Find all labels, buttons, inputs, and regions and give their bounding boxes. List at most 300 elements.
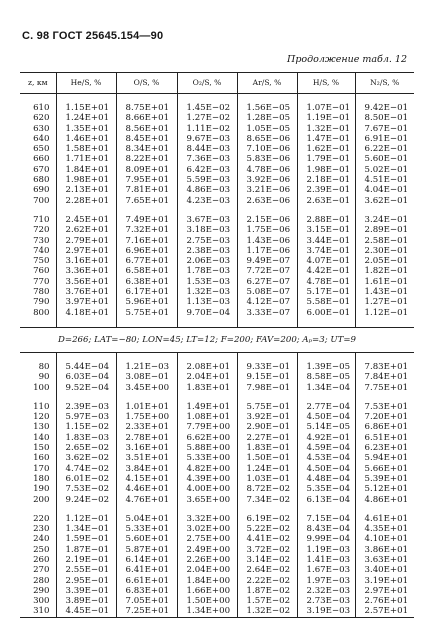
value-cell: 4.50E−04 xyxy=(297,464,355,474)
value-cell: 3.45E+00 xyxy=(116,383,177,393)
table-row xyxy=(20,113,414,123)
table-row xyxy=(20,524,414,534)
value-cell: 4.39E+00 xyxy=(177,474,237,484)
value-cell: 9.42E−01 xyxy=(355,103,414,113)
value-cell: 5.60E−01 xyxy=(355,154,414,164)
table-row xyxy=(20,514,414,524)
altitude-cell: 120 xyxy=(33,412,50,423)
value-cell: 1.97E−03 xyxy=(297,576,355,586)
spacer-cell xyxy=(116,352,177,362)
spacer-cell xyxy=(20,206,56,215)
value-cell: 7.72E−07 xyxy=(237,266,297,276)
value-cell: 1.59E−01 xyxy=(56,534,116,544)
value-cell: 7.05E+01 xyxy=(116,596,177,606)
value-cell: 9.67E−03 xyxy=(177,134,237,144)
value-cell: 1.61E−01 xyxy=(355,277,414,287)
value-cell: 7.98E−01 xyxy=(237,383,297,393)
value-cell: 3.63E+01 xyxy=(355,555,414,565)
value-cell: 2.76E+01 xyxy=(355,596,414,606)
spacer-cell xyxy=(20,94,56,104)
table-row xyxy=(20,433,414,443)
atmosphere-composition-table xyxy=(20,72,414,618)
spacer-cell xyxy=(20,393,56,402)
value-cell: 1.83E+01 xyxy=(177,383,237,393)
value-cell: 2.06E−03 xyxy=(177,256,237,266)
value-cell: 1.07E−01 xyxy=(297,103,355,113)
spacer-cell xyxy=(297,318,355,328)
table-row xyxy=(20,606,414,617)
value-cell: 1.84E+00 xyxy=(177,576,237,586)
value-cell: 8.09E+01 xyxy=(116,165,177,175)
value-cell: 4.78E−06 xyxy=(237,165,297,175)
spacer-cell xyxy=(56,206,116,215)
altitude-cell: 220 xyxy=(33,513,50,524)
value-cell: 3.19E−03 xyxy=(297,606,355,617)
value-cell: 6.86E+01 xyxy=(355,422,414,432)
spacer-cell xyxy=(297,94,355,104)
value-cell: 1.05E−05 xyxy=(237,124,297,134)
value-cell: 3.08E−01 xyxy=(116,372,177,382)
table-row xyxy=(20,196,414,206)
spacer-cell xyxy=(116,505,177,514)
row-spacer xyxy=(20,352,414,362)
altitude-cell: 720 xyxy=(33,225,50,236)
value-cell: 8.58E−05 xyxy=(297,372,355,382)
altitude-cell: 110 xyxy=(33,401,50,412)
value-cell: 1.87E−01 xyxy=(56,545,116,555)
value-cell: 6.17E+01 xyxy=(116,287,177,297)
value-cell: 4.10E+01 xyxy=(355,534,414,544)
value-cell: 5.04E+01 xyxy=(116,514,177,524)
value-cell: 4.00E+00 xyxy=(177,484,237,494)
value-cell: 8.22E+01 xyxy=(116,154,177,164)
value-cell: 3.74E−01 xyxy=(297,246,355,256)
value-cell: 7.34E−02 xyxy=(237,495,297,505)
value-cell: 4.12E−07 xyxy=(237,297,297,307)
value-cell: 5.87E+01 xyxy=(116,545,177,555)
altitude-cell: 640 xyxy=(33,133,50,144)
value-cell: 8.44E−03 xyxy=(177,144,237,154)
table-row xyxy=(20,484,414,494)
value-cell: 5.33E+00 xyxy=(177,453,237,463)
spacer-cell xyxy=(116,393,177,402)
value-cell: 6.62E+00 xyxy=(177,433,237,443)
spacer-cell xyxy=(297,393,355,402)
row-spacer xyxy=(20,206,414,215)
value-cell: 9.33E−01 xyxy=(237,362,297,372)
value-cell: 1.32E−02 xyxy=(237,606,297,617)
value-cell: 5.22E−02 xyxy=(237,524,297,534)
value-cell: 1.98E−01 xyxy=(297,165,355,175)
value-cell: 9.70E−04 xyxy=(177,308,237,318)
value-cell: 5.75E−01 xyxy=(237,402,297,412)
value-cell: 7.75E+01 xyxy=(355,383,414,393)
spacer-cell xyxy=(237,393,297,402)
altitude-cell: 650 xyxy=(33,144,50,155)
value-cell: 3.15E−01 xyxy=(297,225,355,235)
value-cell: 1.12E−01 xyxy=(56,514,116,524)
spacer-cell xyxy=(237,352,297,362)
table-row xyxy=(20,545,414,555)
value-cell: 7.20E+01 xyxy=(355,412,414,422)
value-cell: 1.41E−03 xyxy=(297,555,355,565)
altitude-cell: 180 xyxy=(33,473,50,484)
spacer-cell xyxy=(237,318,297,328)
value-cell: 2.30E−01 xyxy=(355,246,414,256)
value-cell: 1.01E+01 xyxy=(116,402,177,412)
table-row xyxy=(20,277,414,287)
value-cell: 2.90E−01 xyxy=(237,422,297,432)
value-cell: 5.60E+01 xyxy=(116,534,177,544)
row-spacer xyxy=(20,393,414,402)
value-cell: 1.11E−02 xyxy=(177,124,237,134)
value-cell: 6.96E+01 xyxy=(116,246,177,256)
table-row xyxy=(20,124,414,134)
value-cell: 1.75E−06 xyxy=(237,225,297,235)
table-row xyxy=(20,586,414,596)
spacer-cell xyxy=(20,318,56,328)
row-spacer xyxy=(20,318,414,328)
altitude-cell: 310 xyxy=(20,606,56,617)
value-cell: 1.17E−06 xyxy=(237,246,297,256)
value-cell: 8.34E+01 xyxy=(116,144,177,154)
value-cell: 5.44E−04 xyxy=(56,362,116,372)
value-cell: 5.17E−01 xyxy=(297,287,355,297)
value-cell: 2.55E−01 xyxy=(56,565,116,575)
value-cell: 7.81E+01 xyxy=(116,185,177,195)
altitude-cell: 630 xyxy=(33,123,50,134)
table-body xyxy=(20,94,414,618)
value-cell: 2.64E−02 xyxy=(237,565,297,575)
model-parameters: D=266; LAT=−80; LON=45; LT=12; F=200; FAV=200; Aₚ=3; UT=9 xyxy=(20,327,414,352)
value-cell: 1.66E+00 xyxy=(177,586,237,596)
value-cell: 2.75E−03 xyxy=(177,236,237,246)
value-cell: 9.15E−01 xyxy=(237,372,297,382)
spacer-cell xyxy=(116,318,177,328)
spacer-cell xyxy=(355,393,414,402)
value-cell: 7.32E+01 xyxy=(116,225,177,235)
value-cell: 4.61E+01 xyxy=(355,514,414,524)
value-cell: 4.74E−02 xyxy=(56,464,116,474)
value-cell: 1.08E+01 xyxy=(177,412,237,422)
table-row xyxy=(20,555,414,565)
value-cell: 2.39E−03 xyxy=(56,402,116,412)
spacer-cell xyxy=(297,352,355,362)
value-cell: 2.32E−03 xyxy=(297,586,355,596)
spacer-cell xyxy=(56,318,116,328)
col-header-n2: N₂/S, % xyxy=(355,73,414,94)
value-cell: 3.18E−03 xyxy=(177,225,237,235)
altitude-cell: 800 xyxy=(33,307,50,318)
value-cell: 4.76E+01 xyxy=(116,495,177,505)
value-cell: 2.33E+01 xyxy=(116,422,177,432)
value-cell: 1.67E−03 xyxy=(297,565,355,575)
value-cell: 2.89E−01 xyxy=(355,225,414,235)
value-cell: 6.22E−01 xyxy=(355,144,414,154)
altitude-cell: 710 xyxy=(33,214,50,225)
value-cell: 1.53E−03 xyxy=(177,277,237,287)
value-cell: 2.65E−02 xyxy=(56,443,116,453)
value-cell: 9.24E−02 xyxy=(56,495,116,505)
value-cell: 2.78E+01 xyxy=(116,433,177,443)
value-cell: 3.51E+01 xyxy=(116,453,177,463)
table-row xyxy=(20,103,414,113)
value-cell: 1.62E−01 xyxy=(297,144,355,154)
col-header-he: He/S, % xyxy=(56,73,116,94)
table-row xyxy=(20,443,414,453)
value-cell: 5.39E+01 xyxy=(355,474,414,484)
table-row xyxy=(20,402,414,412)
spacer-cell xyxy=(237,505,297,514)
table-row xyxy=(20,474,414,484)
value-cell: 3.24E−01 xyxy=(355,215,414,225)
spacer-cell xyxy=(177,393,237,402)
value-cell: 1.32E−01 xyxy=(297,124,355,134)
value-cell: 3.86E+01 xyxy=(355,545,414,555)
value-cell: 1.45E−02 xyxy=(177,103,237,113)
value-cell: 7.67E−01 xyxy=(355,124,414,134)
table-row xyxy=(20,362,414,372)
value-cell: 5.94E+01 xyxy=(355,453,414,463)
value-cell: 3.84E+01 xyxy=(116,464,177,474)
value-cell: 3.62E−01 xyxy=(355,196,414,206)
value-cell: 4.15E+01 xyxy=(116,474,177,484)
value-cell: 2.63E−06 xyxy=(237,196,297,206)
value-cell: 3.92E−06 xyxy=(237,175,297,185)
value-cell: 3.39E−01 xyxy=(56,586,116,596)
value-cell: 2.62E+01 xyxy=(56,225,116,235)
value-cell: 4.48E−04 xyxy=(297,474,355,484)
value-cell: 4.86E+01 xyxy=(355,495,414,505)
altitude-cell: 130 xyxy=(33,422,50,433)
value-cell: 9.99E−04 xyxy=(297,534,355,544)
value-cell: 1.57E−02 xyxy=(237,596,297,606)
value-cell: 4.86E−03 xyxy=(177,185,237,195)
table-row xyxy=(20,185,414,195)
value-cell: 1.27E−01 xyxy=(355,297,414,307)
value-cell: 7.53E+01 xyxy=(355,402,414,412)
value-cell: 1.83E−01 xyxy=(237,443,297,453)
value-cell: 3.33E−07 xyxy=(237,308,297,318)
table-row xyxy=(20,287,414,297)
value-cell: 2.15E−06 xyxy=(237,215,297,225)
value-cell: 4.82E+00 xyxy=(177,464,237,474)
value-cell: 6.00E−01 xyxy=(297,308,355,318)
altitude-cell: 80 xyxy=(38,361,50,372)
table-row xyxy=(20,596,414,606)
value-cell: 2.04E+00 xyxy=(177,565,237,575)
spacer-cell xyxy=(177,206,237,215)
value-cell: 2.28E+01 xyxy=(56,196,116,206)
value-cell: 1.50E+00 xyxy=(177,596,237,606)
table-row xyxy=(20,134,414,144)
value-cell: 4.23E−03 xyxy=(177,196,237,206)
value-cell: 4.45E−01 xyxy=(56,606,116,617)
value-cell: 1.75E+00 xyxy=(116,412,177,422)
value-cell: 2.88E−01 xyxy=(297,215,355,225)
value-cell: 8.75E+01 xyxy=(116,103,177,113)
value-cell: 1.46E+01 xyxy=(56,134,116,144)
value-cell: 3.44E−01 xyxy=(297,236,355,246)
altitude-cell: 90 xyxy=(38,372,50,383)
altitude-cell: 240 xyxy=(33,534,50,545)
value-cell: 3.32E+00 xyxy=(177,514,237,524)
value-cell: 1.27E−02 xyxy=(177,113,237,123)
col-header-o: O/S, % xyxy=(116,73,177,94)
value-cell: 1.82E−01 xyxy=(355,266,414,276)
value-cell: 2.08E+01 xyxy=(177,362,237,372)
value-cell: 2.45E+01 xyxy=(56,215,116,225)
table-row xyxy=(20,297,414,307)
value-cell: 7.36E−03 xyxy=(177,154,237,164)
table-row xyxy=(20,256,414,266)
value-cell: 1.98E+01 xyxy=(56,175,116,185)
value-cell: 2.26E+00 xyxy=(177,555,237,565)
altitude-cell: 730 xyxy=(33,235,50,246)
value-cell: 5.08E−07 xyxy=(237,287,297,297)
altitude-cell: 690 xyxy=(33,185,50,196)
value-cell: 4.78E−01 xyxy=(297,277,355,287)
value-cell: 2.05E−01 xyxy=(355,256,414,266)
value-cell: 7.79E+00 xyxy=(177,422,237,432)
value-cell: 2.73E−03 xyxy=(297,596,355,606)
value-cell: 7.53E−02 xyxy=(56,484,116,494)
altitude-cell: 200 xyxy=(33,494,50,505)
spacer-cell xyxy=(237,94,297,104)
value-cell: 3.76E+01 xyxy=(56,287,116,297)
table-row xyxy=(20,165,414,175)
value-cell: 7.65E+01 xyxy=(116,196,177,206)
value-cell: 1.50E−01 xyxy=(237,453,297,463)
table-header-row xyxy=(20,73,414,94)
value-cell: 3.21E−06 xyxy=(237,185,297,195)
value-cell: 1.24E−01 xyxy=(237,464,297,474)
value-cell: 6.42E−03 xyxy=(177,165,237,175)
table-row xyxy=(20,565,414,575)
value-cell: 7.95E+01 xyxy=(116,175,177,185)
value-cell: 8.56E+01 xyxy=(116,124,177,134)
value-cell: 3.16E+01 xyxy=(56,256,116,266)
value-cell: 2.04E+01 xyxy=(177,372,237,382)
value-cell: 3.19E+01 xyxy=(355,576,414,586)
value-cell: 2.13E+01 xyxy=(56,185,116,195)
value-cell: 4.59E−04 xyxy=(297,443,355,453)
row-spacer xyxy=(20,94,414,104)
spacer-cell xyxy=(237,206,297,215)
value-cell: 3.40E+01 xyxy=(355,565,414,575)
value-cell: 1.34E−01 xyxy=(56,524,116,534)
value-cell: 2.18E−01 xyxy=(297,175,355,185)
parameters-row xyxy=(20,327,414,352)
value-cell: 1.15E−02 xyxy=(56,422,116,432)
altitude-cell: 260 xyxy=(33,554,50,565)
value-cell: 6.77E+01 xyxy=(116,256,177,266)
altitude-cell: 680 xyxy=(33,175,50,186)
value-cell: 6.27E−07 xyxy=(237,277,297,287)
table-row xyxy=(20,453,414,463)
spacer-cell xyxy=(355,94,414,104)
value-cell: 2.97E+01 xyxy=(56,246,116,256)
value-cell: 8.65E−06 xyxy=(237,134,297,144)
value-cell: 8.43E−04 xyxy=(297,524,355,534)
value-cell: 2.97E+01 xyxy=(355,586,414,596)
value-cell: 1.03E−01 xyxy=(237,474,297,484)
value-cell: 1.43E−06 xyxy=(237,236,297,246)
value-cell: 4.42E−01 xyxy=(297,266,355,276)
spacer-cell xyxy=(177,352,237,362)
value-cell: 3.36E+01 xyxy=(56,266,116,276)
value-cell: 3.72E−02 xyxy=(237,545,297,555)
altitude-cell: 780 xyxy=(33,287,50,298)
value-cell: 1.21E−03 xyxy=(116,362,177,372)
value-cell: 8.66E+01 xyxy=(116,113,177,123)
spacer-cell xyxy=(116,94,177,104)
value-cell: 1.35E+01 xyxy=(56,124,116,134)
value-cell: 1.19E−01 xyxy=(297,113,355,123)
value-cell: 1.84E+01 xyxy=(56,165,116,175)
altitude-cell: 290 xyxy=(33,585,50,596)
spacer-cell xyxy=(355,505,414,514)
table-row xyxy=(20,412,414,422)
value-cell: 4.04E−01 xyxy=(355,185,414,195)
value-cell: 4.53E−04 xyxy=(297,453,355,463)
value-cell: 4.41E−02 xyxy=(237,534,297,544)
value-cell: 3.02E+00 xyxy=(177,524,237,534)
altitude-cell: 610 xyxy=(33,103,50,113)
value-cell: 7.83E+01 xyxy=(355,362,414,372)
altitude-cell: 740 xyxy=(33,245,50,256)
altitude-cell: 150 xyxy=(33,443,50,454)
altitude-cell: 250 xyxy=(33,544,50,555)
value-cell: 3.65E+00 xyxy=(177,495,237,505)
spacer-cell xyxy=(20,352,56,362)
altitude-cell: 100 xyxy=(33,382,50,393)
value-cell: 8.72E−02 xyxy=(237,484,297,494)
value-cell: 4.07E−01 xyxy=(297,256,355,266)
table-row xyxy=(20,215,414,225)
altitude-cell: 280 xyxy=(33,575,50,586)
table-row xyxy=(20,576,414,586)
value-cell: 2.79E+01 xyxy=(56,236,116,246)
table-row xyxy=(20,422,414,432)
spacer-cell xyxy=(177,94,237,104)
value-cell: 2.58E−01 xyxy=(355,236,414,246)
value-cell: 3.56E+01 xyxy=(56,277,116,287)
value-cell: 1.34E+00 xyxy=(177,606,237,617)
value-cell: 1.24E+01 xyxy=(56,113,116,123)
value-cell: 6.13E−04 xyxy=(297,495,355,505)
altitude-cell: 660 xyxy=(33,154,50,165)
spacer-cell xyxy=(297,206,355,215)
altitude-cell: 760 xyxy=(33,266,50,277)
value-cell: 4.92E−01 xyxy=(297,433,355,443)
value-cell: 1.12E−01 xyxy=(355,308,414,318)
altitude-cell: 670 xyxy=(33,164,50,175)
altitude-cell: 300 xyxy=(33,596,50,607)
value-cell: 1.87E−02 xyxy=(237,586,297,596)
spacer-cell xyxy=(177,318,237,328)
value-cell: 5.66E+01 xyxy=(355,464,414,474)
value-cell: 3.62E−02 xyxy=(56,453,116,463)
table-continuation-label: Продолжение табл. 12 xyxy=(287,54,407,65)
value-cell: 5.96E+01 xyxy=(116,297,177,307)
value-cell: 6.41E+01 xyxy=(116,565,177,575)
col-header-ar: Ar/S, % xyxy=(237,73,297,94)
value-cell: 7.25E+01 xyxy=(116,606,177,617)
value-cell: 2.77E−04 xyxy=(297,402,355,412)
value-cell: 1.15E+01 xyxy=(56,103,116,113)
value-cell: 9.52E−04 xyxy=(56,383,116,393)
